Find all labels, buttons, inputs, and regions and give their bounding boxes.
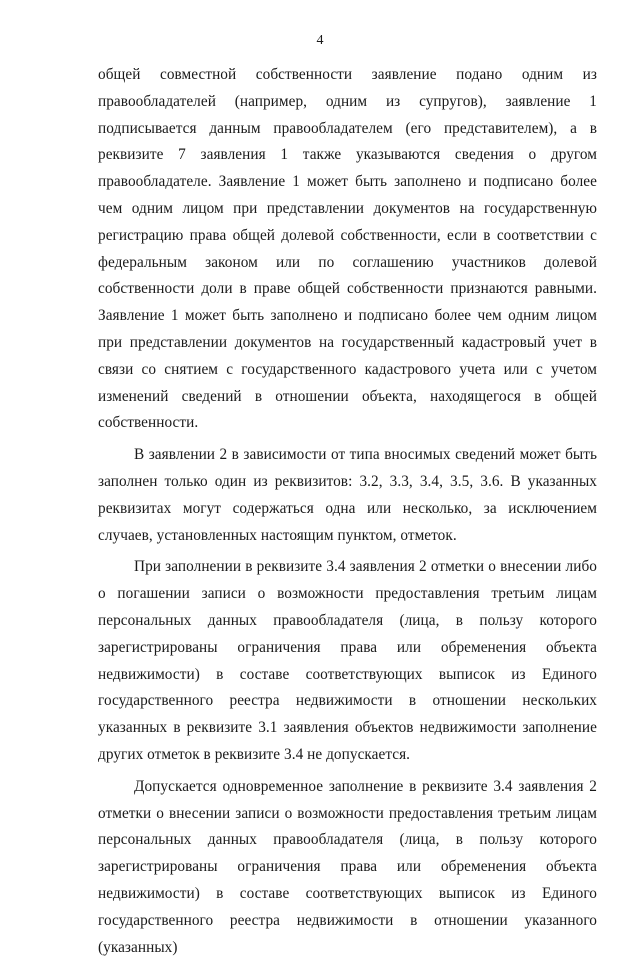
document-body — [98, 62, 597, 961]
paragraph-3: При заполнении в реквизите 3.4 заявления 2 отметки о внесении либо о погашении записи о возможности предоставления третьим лицам персональных данных правообладателя (лица, в пользу которого зарегистрированы ограничения права или обременения объекта недвижимости) в составе соответствующих выписок из Единого государственного реестра недвижимости в отношении нескольких указанных в реквизите 3.1 заявления объектов недвижимости заполнение других отметок в реквизите 3.4 не допускается. — [98, 558, 597, 763]
paragraph-2: В заявлении 2 в зависимости от типа вносимых сведений может быть заполнен только один из реквизитов: 3.2, 3.3, 3.4, 3.5, 3.6. В указанных реквизитах могут содержаться одна или несколько, за исключением случаев, установленных настоящим пунктом, отметок. — [98, 446, 597, 544]
paragraph-1: общей совместной собственности заявление подано одним из правообладателей (например, одним из супругов), заявление 1 подписывается данным правообладателем (его представителем), а в реквизите 7 заявления 1 также указываются сведения о другом правообладателе. Заявление 1 может быть заполнено и подписано более чем одним лицом при представлении документов на государственную регистрацию права общей долевой собственности, если в соответствии с федеральным законом или по соглашению участников долевой собственности доли в праве общей собственности признаются равными. Заявление 1 может быть заполнено и подписано более чем одним лицом при представлении документов на государственный кадастровый учет в связи со снятием с государственного кадастрового учета или с учетом изменений сведений в отношении объекта, находящегося в общей собственности. — [98, 66, 597, 432]
paragraph-4: Допускается одновременное заполнение в реквизите 3.4 заявления 2 отметки о внесении записи о возможности предоставления третьим лицам персональных данных правообладателя (лица, в пользу которого зарегистрированы ограничения права или обременения объекта недвижимости) в составе соответствующих выписок из Единого государственного реестра недвижимости в отношении указанного (указанных) — [98, 777, 597, 956]
page-number: 4 — [316, 33, 324, 48]
